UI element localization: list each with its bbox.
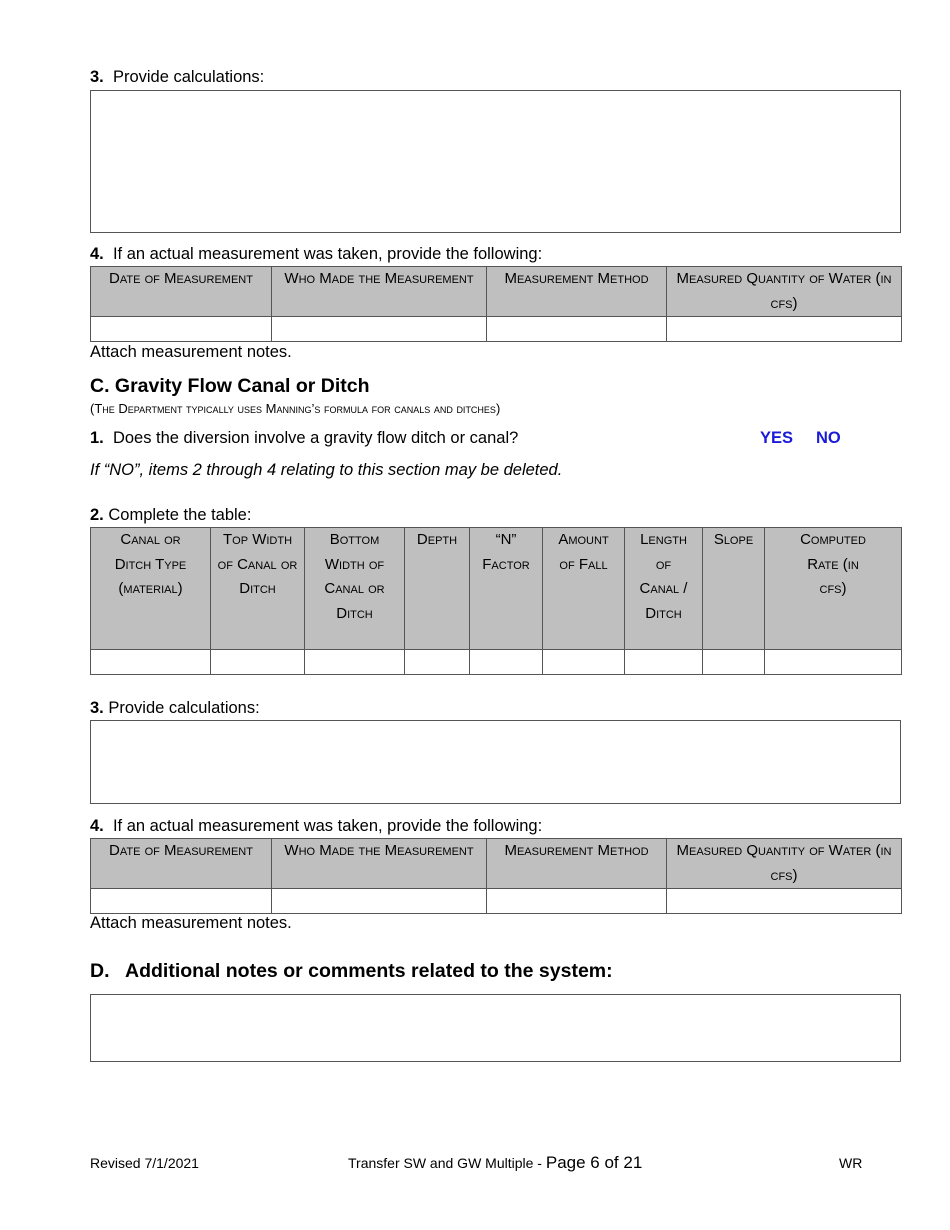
header-length: Length of Canal / Ditch: [625, 528, 703, 650]
table-cell[interactable]: [405, 650, 470, 675]
footer-revised: Revised 7/1/2021: [90, 1155, 199, 1171]
table-cell[interactable]: [91, 889, 272, 914]
table-row: [91, 317, 902, 342]
c-note: If “NO”, items 2 through 4 relating to this section may be deleted.: [90, 461, 563, 479]
table-cell[interactable]: [543, 650, 625, 675]
footer-document: Transfer SW and GW Multiple - Page 6 of 21: [348, 1153, 643, 1172]
header-bottom-width: Bottom Width of Canal or Ditch: [305, 528, 405, 650]
additional-notes-box[interactable]: [90, 994, 901, 1062]
header-who: Who Made the Measurement: [272, 267, 487, 317]
canal-table: [90, 527, 902, 675]
top-q4-label: 4. If an actual measurement was taken, provide the following:: [90, 245, 543, 263]
table-cell[interactable]: [703, 650, 765, 675]
c-q2-label: 2. Complete the table:: [90, 506, 252, 524]
c-q3-label: 3. Provide calculations:: [90, 699, 260, 717]
table-cell[interactable]: [272, 317, 487, 342]
c-calculations-box[interactable]: [90, 720, 901, 804]
header-date: Date of Measurement: [91, 267, 272, 317]
header-quantity: Measured Quantity of Water (in cfs): [667, 839, 902, 889]
c-q4-label: 4. If an actual measurement was taken, provide the following:: [90, 817, 543, 835]
table-cell[interactable]: [305, 650, 405, 675]
header-slope: Slope: [703, 528, 765, 650]
top-measurement-table: [90, 266, 902, 342]
header-n-factor: “N” Factor: [470, 528, 543, 650]
table-cell[interactable]: [625, 650, 703, 675]
c-measurement-table: [90, 838, 902, 914]
footer-page-number: Page 6 of 21: [545, 1153, 643, 1172]
table-cell[interactable]: [470, 650, 543, 675]
footer-code: WR: [839, 1155, 863, 1171]
table-cell[interactable]: [667, 889, 902, 914]
no-option[interactable]: NO: [816, 429, 841, 447]
table-row: [91, 650, 902, 675]
section-c-title: C. Gravity Flow Canal or Ditch: [90, 375, 370, 397]
header-amount-fall: Amount of Fall: [543, 528, 625, 650]
header-computed-rate: Computed Rate (in cfs): [765, 528, 902, 650]
header-canal-type: Canal or Ditch Type (material): [91, 528, 211, 650]
c-attach-note: Attach measurement notes.: [90, 914, 292, 932]
table-cell[interactable]: [667, 317, 902, 342]
header-quantity: Measured Quantity of Water (in cfs): [667, 267, 902, 317]
table-row: [91, 889, 902, 914]
top-q3-label: 3. Provide calculations:: [90, 68, 265, 86]
top-attach-note: Attach measurement notes.: [90, 343, 292, 361]
table-cell[interactable]: [91, 650, 211, 675]
table-cell[interactable]: [91, 317, 272, 342]
table-cell[interactable]: [487, 317, 667, 342]
c-q1-label: 1. Does the diversion involve a gravity flow ditch or canal?: [90, 429, 519, 447]
header-depth: Depth: [405, 528, 470, 650]
table-cell[interactable]: [487, 889, 667, 914]
header-method: Measurement Method: [487, 267, 667, 317]
section-c-subtitle: (The Department typically uses Manning’s formula for canals and ditches): [90, 401, 501, 416]
header-top-width: Top Width of Canal or Ditch: [211, 528, 305, 650]
section-d-title: D. Additional notes or comments related to the system:: [90, 960, 613, 982]
header-date: Date of Measurement: [91, 839, 272, 889]
top-calculations-box[interactable]: [90, 90, 901, 233]
table-cell[interactable]: [765, 650, 902, 675]
header-method: Measurement Method: [487, 839, 667, 889]
yes-option[interactable]: YES: [760, 429, 794, 447]
table-cell[interactable]: [272, 889, 487, 914]
header-who: Who Made the Measurement: [272, 839, 487, 889]
table-cell[interactable]: [211, 650, 305, 675]
